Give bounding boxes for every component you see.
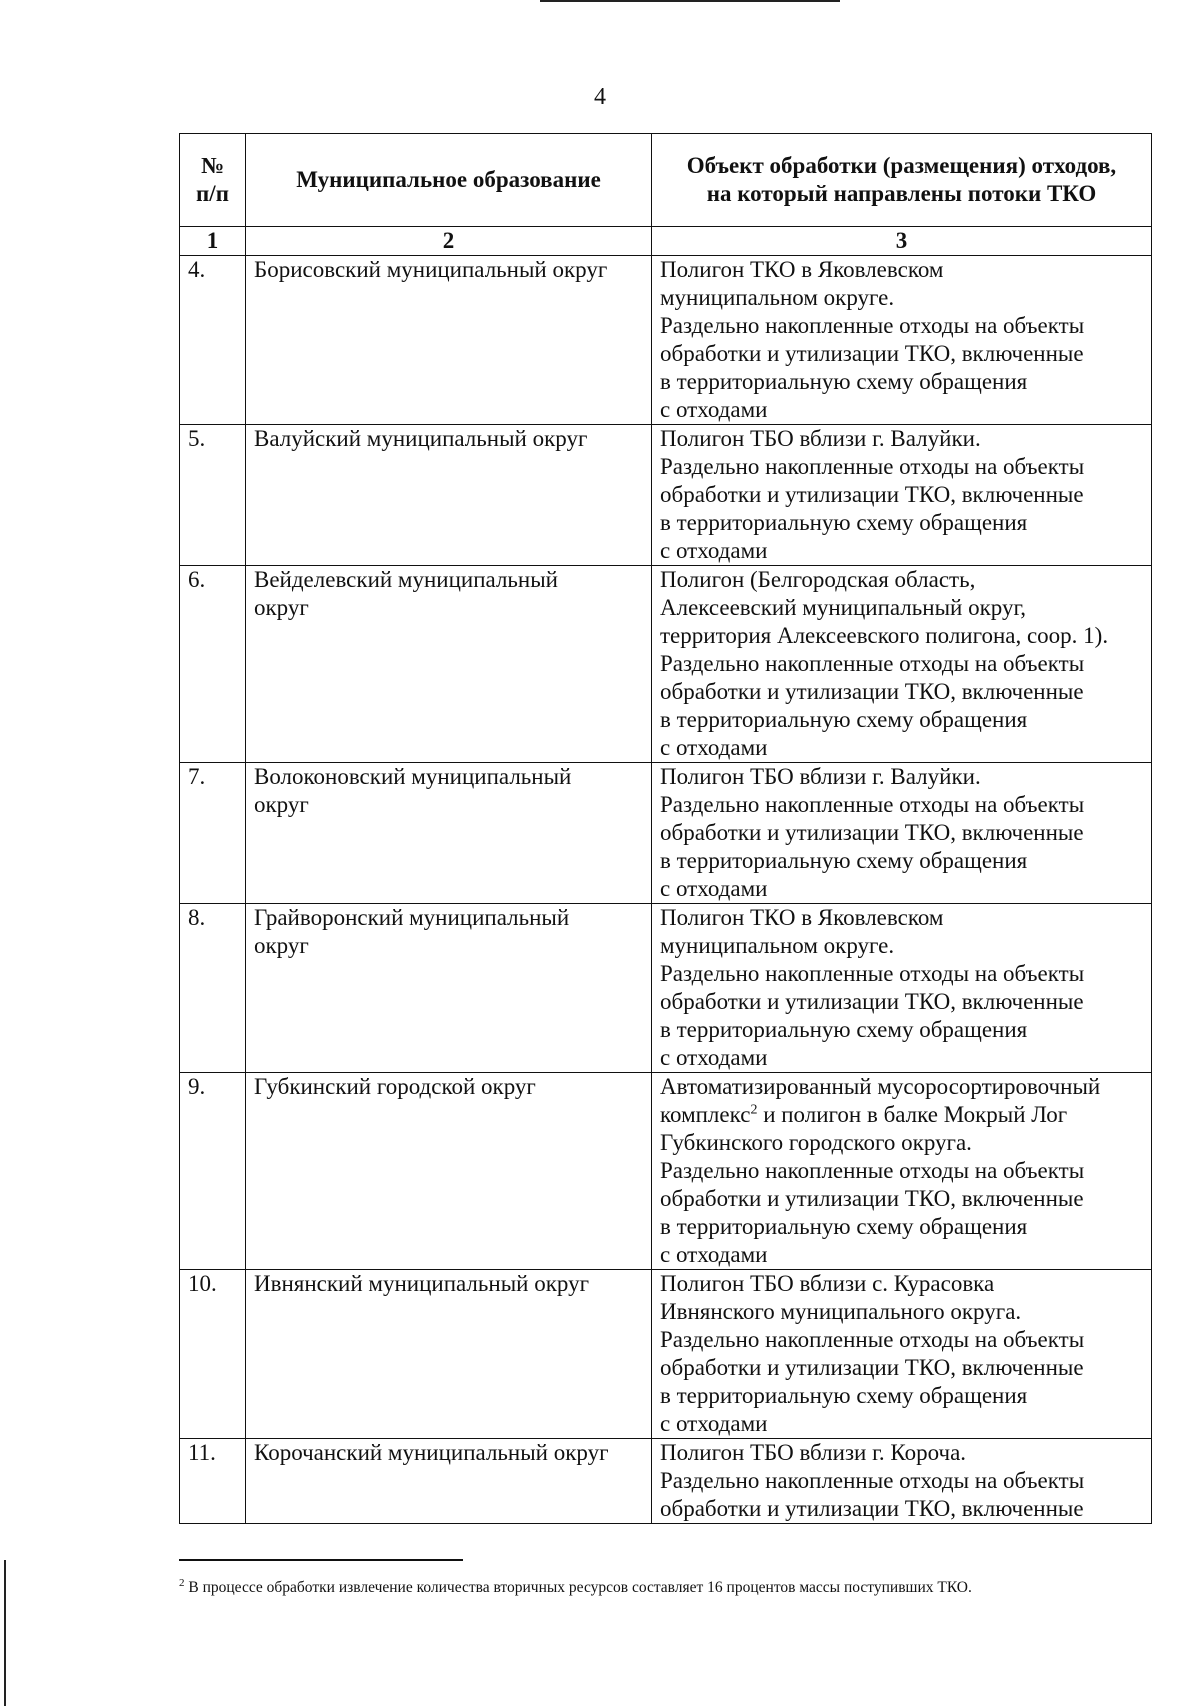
row-municipality: Валуйский муниципальный округ bbox=[246, 425, 652, 566]
table-row bbox=[180, 566, 1152, 763]
table-row bbox=[180, 1439, 1152, 1524]
row-number: 8. bbox=[180, 904, 246, 1073]
row-object: Полигон ТБО вблизи с. Курасовка Ивнянского муниципального округа. Раздельно накопленные отходы на объекты обработки и утилизации ТКО, включенные в территориальную схему обращения с отходами bbox=[652, 1270, 1152, 1439]
row-municipality: Губкинский городской округ bbox=[246, 1073, 652, 1270]
row-object: Полигон ТКО в Яковлевском муниципальном округе. Раздельно накопленные отходы на объекты обработки и утилизации ТКО, включенные в территориальную схему обращения с отходами bbox=[652, 256, 1152, 425]
table-row bbox=[180, 763, 1152, 904]
row-municipality: Ивнянский муниципальный округ bbox=[246, 1270, 652, 1439]
table-header-row bbox=[180, 134, 1152, 227]
row-number: 11. bbox=[180, 1439, 246, 1524]
table-row bbox=[180, 1073, 1152, 1270]
row-object: Полигон ТБО вблизи г. Валуйки. Раздельно накопленные отходы на объекты обработки и утилизации ТКО, включенные в территориальную схему обращения с отходами bbox=[652, 763, 1152, 904]
row-object: Автоматизированный мусоросортировочный комплекс$^2$ и полигон в балке Мокрый Лог Губкинского городского округа. Раздельно накопленные отходы на объекты обработки и утилизации ТКО, включенные в территориальную схему обращения с отходами bbox=[652, 1073, 1152, 1270]
row-number: 10. bbox=[180, 1270, 246, 1439]
table-row bbox=[180, 425, 1152, 566]
header-municipality: Муниципальное образование bbox=[246, 134, 652, 227]
footnote-separator bbox=[179, 1559, 463, 1561]
left-edge-scan-mark bbox=[4, 1560, 6, 1706]
row-municipality: Грайворонский муниципальный округ bbox=[246, 904, 652, 1073]
row-municipality: Вейделевский муниципальный округ bbox=[246, 566, 652, 763]
waste-flow-table bbox=[179, 133, 1152, 1524]
footnote bbox=[179, 1578, 1169, 1598]
table-row bbox=[180, 904, 1152, 1073]
header-num: № п/п bbox=[180, 134, 246, 227]
row-number: 4. bbox=[180, 256, 246, 425]
column-number: 2 bbox=[246, 227, 652, 256]
column-number-row bbox=[180, 227, 1152, 256]
row-municipality: Корочанский муниципальный округ bbox=[246, 1439, 652, 1524]
column-number: 3 bbox=[652, 227, 1152, 256]
top-edge-rule bbox=[540, 0, 840, 2]
row-number: 7. bbox=[180, 763, 246, 904]
page-number: 4 bbox=[594, 84, 606, 110]
row-object: Полигон ТБО вблизи г. Короча. Раздельно накопленные отходы на объекты обработки и утилизации ТКО, включенные bbox=[652, 1439, 1152, 1524]
column-number: 1 bbox=[180, 227, 246, 256]
row-number: 6. bbox=[180, 566, 246, 763]
footnote-mark: 2 bbox=[179, 1576, 185, 1589]
row-object: Полигон ТБО вблизи г. Валуйки. Раздельно накопленные отходы на объекты обработки и утилизации ТКО, включенные в территориальную схему обращения с отходами bbox=[652, 425, 1152, 566]
row-municipality: Волоконовский муниципальный округ bbox=[246, 763, 652, 904]
table-row bbox=[180, 256, 1152, 425]
row-number: 5. bbox=[180, 425, 246, 566]
footnote-reference: 2 bbox=[750, 1102, 758, 1118]
row-municipality: Борисовский муниципальный округ bbox=[246, 256, 652, 425]
row-object: Полигон (Белгородская область, Алексеевский муниципальный округ, территория Алексеевского полигона, соор. 1). Раздельно накопленные отходы на объекты обработки и утилизации ТКО, включенные в территориальную схему обращения с отходами bbox=[652, 566, 1152, 763]
header-object: Объект обработки (размещения) отходов, на который направлены потоки ТКО bbox=[652, 134, 1152, 227]
table-row bbox=[180, 1270, 1152, 1439]
footnote-text: В процессе обработки извлечение количества вторичных ресурсов составляет 16 процентов массы поступивших ТКО. bbox=[184, 1579, 972, 1596]
row-object: Полигон ТКО в Яковлевском муниципальном округе. Раздельно накопленные отходы на объекты обработки и утилизации ТКО, включенные в территориальную схему обращения с отходами bbox=[652, 904, 1152, 1073]
row-number: 9. bbox=[180, 1073, 246, 1270]
